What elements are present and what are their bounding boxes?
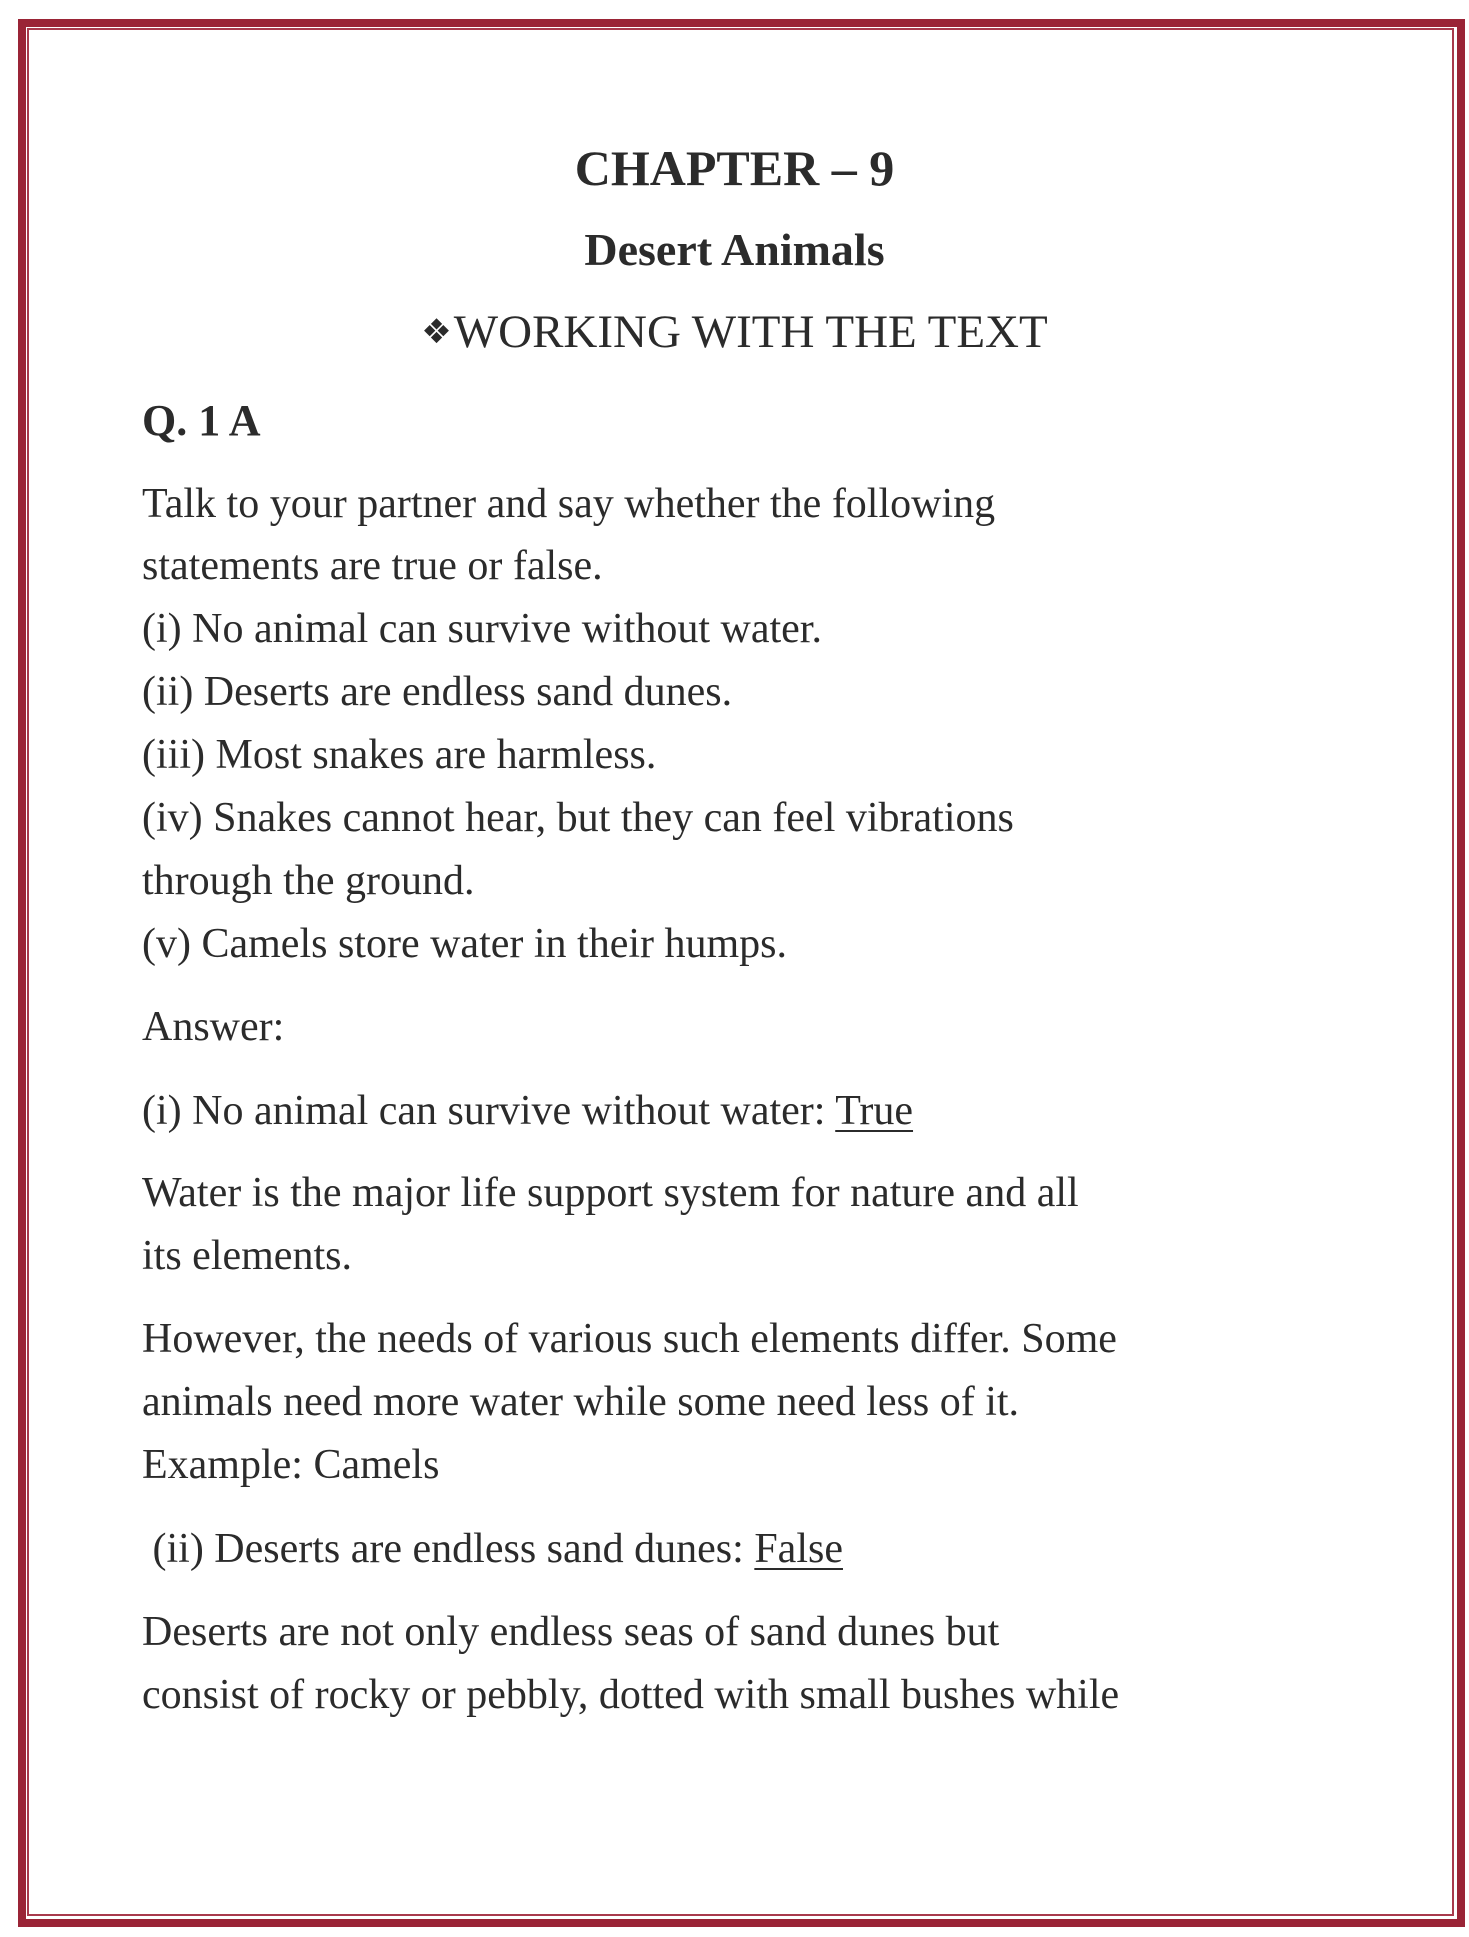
explanation-line: animals need more water while some need less of it. [142, 1379, 1020, 1425]
statement-item: (v) Camels store water in their humps. [142, 921, 788, 967]
question-prompt-line: statements are true or false. [142, 543, 603, 589]
answer-statement [142, 1085, 913, 1137]
explanation-line: Water is the major life support system for nature and all [142, 1170, 1079, 1216]
section-title: WORKING WITH THE TEXT [453, 306, 1048, 358]
explanation-line: Example: Camels [142, 1442, 440, 1488]
question-prompt-line: Talk to your partner and say whether the following [142, 481, 996, 527]
statement-item: (ii) Deserts are endless sand dunes. [142, 669, 733, 715]
question-label: Q. 1 A [142, 396, 261, 445]
explanation-line: its elements. [142, 1233, 352, 1279]
statement-item: (iv) Snakes cannot hear, but they can feel vibrations [142, 795, 1014, 841]
explanation-line: Deserts are not only endless seas of sand dunes but [142, 1609, 1000, 1655]
answer-statement-text: (ii) Deserts are endless sand dunes: [142, 1526, 755, 1572]
chapter-title: Desert Animals [584, 224, 885, 275]
statement-item: (iii) Most snakes are harmless. [142, 732, 657, 778]
four-diamond-bullet-icon: ❖ [421, 312, 452, 352]
statement-item-continued: through the ground. [142, 858, 475, 904]
section-heading [0, 303, 1469, 361]
answer-verdict-false: False [754, 1526, 843, 1572]
chapter-heading: CHAPTER – 9 [574, 140, 895, 196]
answer-verdict-true: True [835, 1088, 914, 1134]
answer-statement-text: (i) No animal can survive without water: [142, 1088, 836, 1134]
answer-statement [142, 1523, 843, 1575]
explanation-line: However, the needs of various such elements differ. Some [142, 1316, 1117, 1362]
statement-item: (i) No animal can survive without water. [142, 606, 822, 652]
answer-label: Answer: [142, 1004, 285, 1050]
explanation-line: consist of rocky or pebbly, dotted with small bushes while [142, 1672, 1120, 1718]
